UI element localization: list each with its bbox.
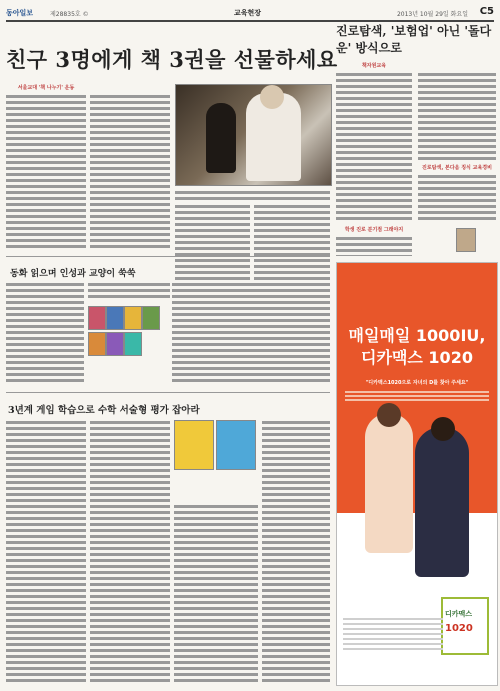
right-headline: 진로탐색, '보험업' 아닌 '돌다운' 방식으로 <box>336 24 492 55</box>
ad-model-woman-head <box>377 403 401 427</box>
product-box <box>441 597 489 655</box>
product-number: 1020 <box>445 623 473 634</box>
bottom-story-body-col2 <box>90 420 170 682</box>
story2-body-col2 <box>418 72 496 162</box>
section-divider-2 <box>6 392 330 393</box>
page-number: C5 <box>479 6 494 17</box>
mid-story-body-col2 <box>88 282 170 298</box>
math-book-images <box>174 420 258 500</box>
ad-model-man <box>415 427 469 577</box>
author-photo <box>456 228 476 252</box>
ad-model-man-head <box>431 417 455 441</box>
bottom-story-body-col4 <box>174 504 258 682</box>
photo-person-left <box>206 103 236 173</box>
bottom-story-body <box>6 420 86 682</box>
book-covers-image <box>88 302 168 356</box>
page-header <box>6 6 494 22</box>
mid-story-title: 동화 읽으며 인성과 교양이 쑥쑥 <box>10 269 136 279</box>
ad-headline-1: 매일매일 1000IU, <box>348 326 486 345</box>
story4-body <box>418 174 496 222</box>
story1-body <box>6 94 86 248</box>
story1-subhead: 서울교대 '책 나누기' 운동 <box>17 85 75 91</box>
ad-model-woman <box>365 413 413 553</box>
newspaper-logo: 동아일보 <box>6 9 34 17</box>
ad-subline: "디카맥스1020으로 자녀의 D를 찾아 주세요" <box>365 380 469 386</box>
story3-subhead: 학생 진로 분기점 그래야지 <box>344 227 404 233</box>
bottom-story-title: 3년계 게임 학습으로 수학 서술형 평가 잡아라 <box>8 405 200 416</box>
issue-number: 제28835호 © <box>50 11 89 18</box>
story4-subhead: 진로탐색, 본다음 징식 교육경비 <box>422 165 492 171</box>
award-ceremony-photo <box>175 84 332 186</box>
bottom-story-body-col3 <box>262 420 330 682</box>
story3-body <box>336 236 412 256</box>
section-name: 교육현장 <box>234 9 262 17</box>
advertisement[interactable] <box>336 262 498 686</box>
ad-fine-print <box>343 615 443 675</box>
section-divider <box>6 256 330 257</box>
ad-headline-2: 디카맥스 1020 <box>361 348 473 367</box>
product-name: 디카맥스 <box>445 610 473 618</box>
ad-description <box>345 389 489 405</box>
photo-person-head <box>260 85 284 109</box>
story2-body <box>336 72 412 222</box>
ad-models <box>365 413 469 623</box>
mid-story-body-col3 <box>172 282 330 384</box>
story1-body-col2 <box>90 94 170 248</box>
main-headline: 친구 3명에게 책 3권을 선물하세요 <box>6 47 338 72</box>
photo-caption <box>175 190 330 200</box>
story2-subhead: 책자원교육 <box>361 63 387 69</box>
publication-date: 2013년 10월 29일 화요일 <box>396 11 468 18</box>
mid-story-body <box>6 282 84 384</box>
